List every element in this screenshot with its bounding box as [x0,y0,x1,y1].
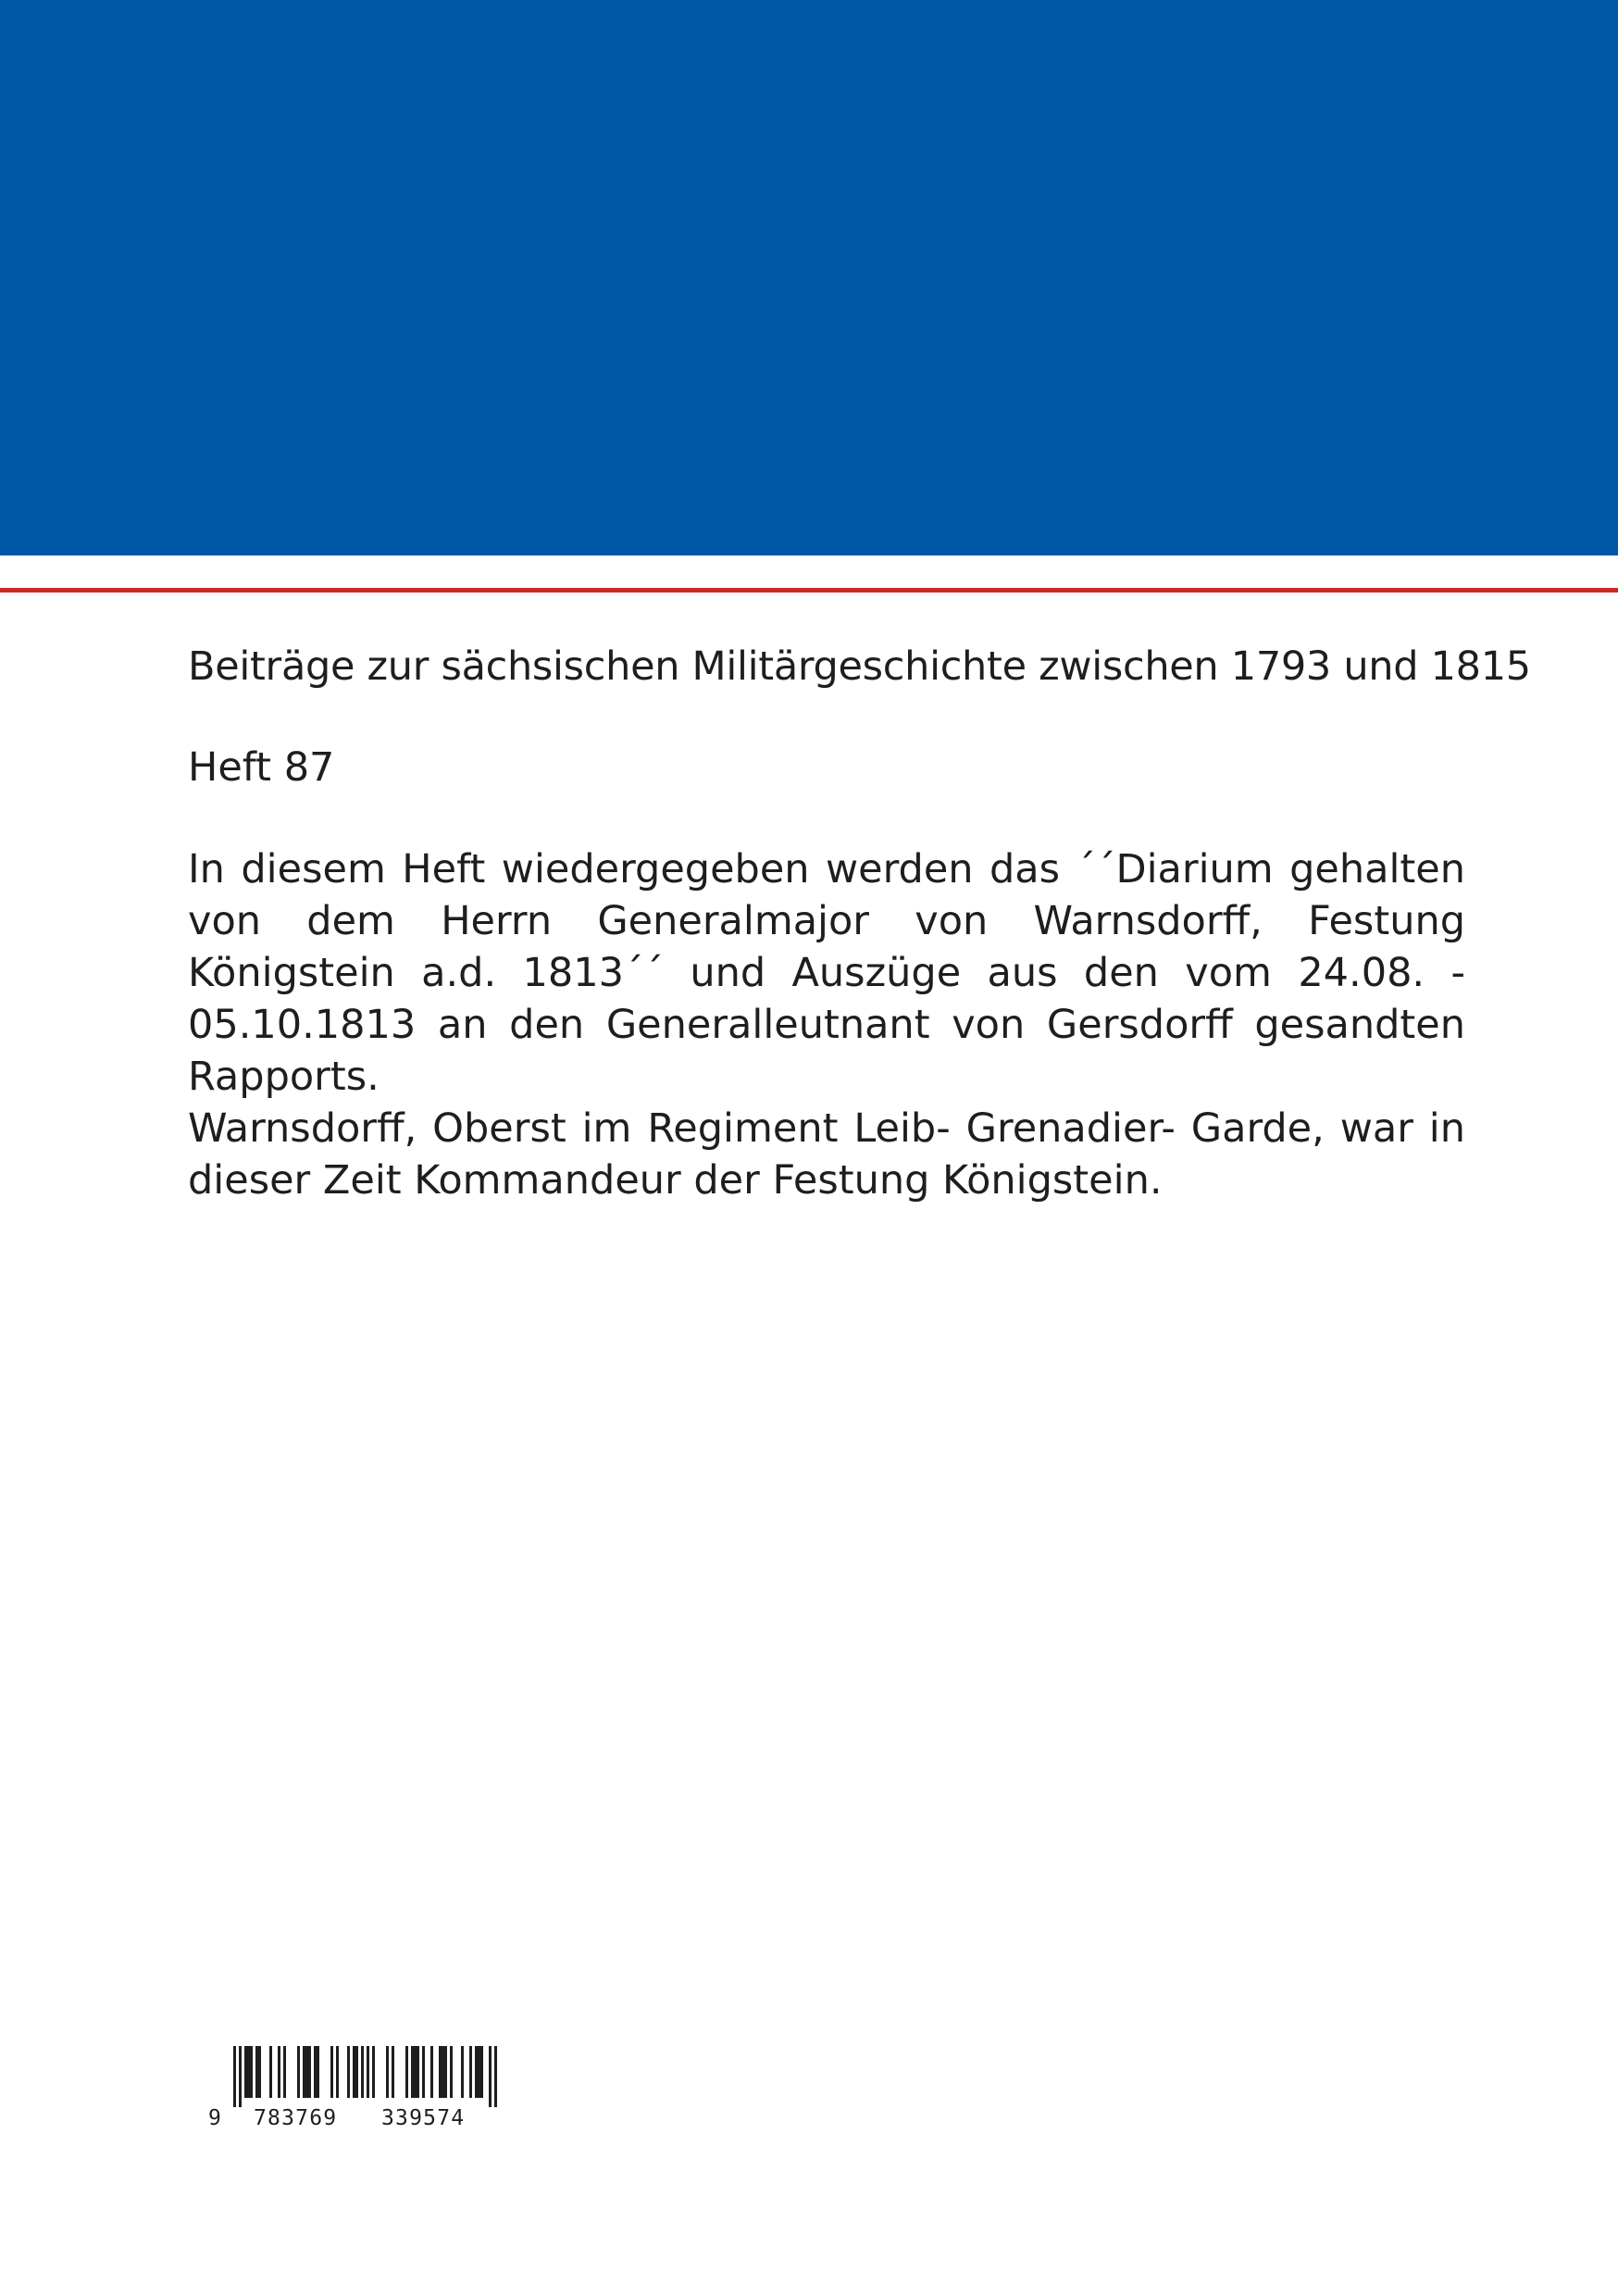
cover-color-band [0,0,1618,555]
barcode-digits [208,2107,510,2129]
barcode-bar [461,2046,464,2098]
barcode-bar [414,2046,417,2098]
barcode-bar [430,2046,433,2098]
barcode-bar [475,2046,478,2098]
description [188,843,1465,1206]
barcode-first-digit: 9 [208,2106,223,2130]
barcode-bar [336,2046,339,2098]
series-title: Beiträge zur sächsischen Militärgeschichte zwischen 1793 und 1815 [188,643,1531,690]
barcode-bar [417,2046,419,2098]
barcode-guard-bar [494,2046,497,2107]
issue-number: Heft 87 [188,744,335,791]
barcode-bar [480,2046,483,2098]
barcode-bars [208,2046,510,2107]
barcode-bar [405,2046,408,2098]
description-paragraph: Warnsdorff, Oberst im Regiment Leib- Grenadier- Garde, war in dieser Zeit Kommandeur der Festung Königstein. [188,1105,1465,1204]
barcode-bar [283,2046,286,2098]
barcode-bar [422,2046,425,2098]
barcode-bar [303,2046,305,2098]
barcode-bar [444,2046,447,2098]
barcode-bar [250,2046,253,2098]
description-paragraph: In diesem Heft wiedergegeben werden das ´´Diarium gehalten von dem Herrn Generalmajor von Warnsdorff, Festung Königstein a.d. 1813´´ und Auszüge aus den vom 24.08. - 05.10.1813 an den Generalleutnant von Gersdorff gesandten Rapports. [188,846,1465,1100]
barcode-bar [386,2046,389,2098]
barcode-bar [247,2046,250,2098]
barcode-right-group: 339574 [381,2106,466,2130]
barcode-bar [297,2046,300,2098]
barcode-bar [361,2046,364,2098]
barcode-bar [258,2046,261,2098]
barcode-bar [347,2046,350,2098]
barcode-guard-bar [239,2046,242,2107]
barcode-left-group: 783769 [254,2106,338,2130]
red-divider-line [0,588,1618,593]
barcode-bar [278,2046,280,2098]
barcode-bar [442,2046,444,2098]
isbn-barcode [208,2046,510,2129]
barcode-bar [367,2046,369,2098]
barcode-guard-bar [489,2046,492,2107]
barcode-bar [372,2046,375,2098]
barcode-bar [255,2046,258,2098]
barcode-bar [411,2046,414,2098]
back-cover-text [188,641,1531,1206]
barcode-bar [305,2046,308,2098]
barcode-bar [308,2046,311,2098]
barcode-bar [244,2046,247,2098]
barcode-bar [355,2046,358,2098]
barcode-bar [450,2046,453,2098]
barcode-bar [330,2046,333,2098]
barcode-bar [439,2046,442,2098]
barcode-bar [392,2046,394,2098]
barcode-bar [269,2046,272,2098]
barcode-bar [478,2046,480,2098]
barcode-guard-bar [233,2046,236,2107]
barcode-bar [469,2046,472,2098]
barcode-bar [317,2046,319,2098]
barcode-bar [353,2046,355,2098]
barcode-bar [314,2046,317,2098]
